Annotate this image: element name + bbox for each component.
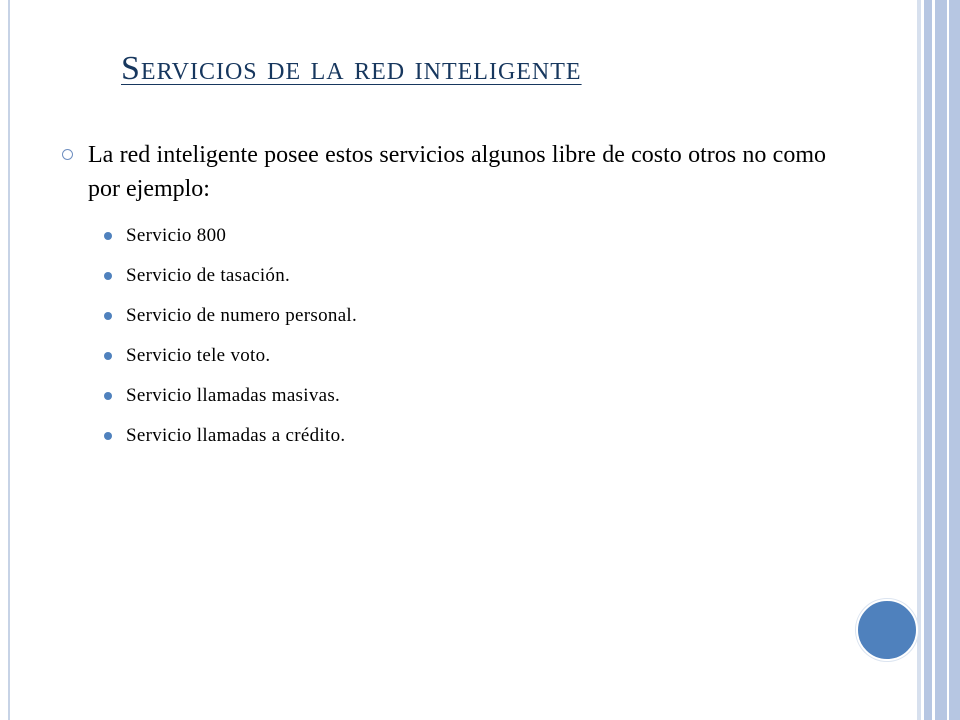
list-item-text: Servicio llamadas masivas. (126, 385, 341, 406)
intro-paragraph: La red inteligente posee estos servicios algunos libre de costo otros no como por ejemplo: (88, 142, 826, 202)
list-item-text: Servicio de numero personal. (126, 305, 358, 326)
bullet-dot-icon (104, 432, 112, 440)
right-stripe (924, 0, 932, 720)
decorative-circle (856, 599, 918, 661)
list-item (104, 385, 357, 425)
right-stripe (949, 0, 960, 720)
right-stripe (935, 0, 947, 720)
list-item (104, 305, 357, 345)
bullet-dot-icon (104, 392, 112, 400)
services-list (104, 225, 357, 465)
outline-circle-bullet-icon (62, 149, 73, 160)
bullet-dot-icon (104, 352, 112, 360)
list-item-text: Servicio de tasación. (126, 265, 291, 286)
list-item-text: Servicio tele voto. (126, 345, 271, 366)
list-item (104, 265, 357, 305)
bullet-dot-icon (104, 312, 112, 320)
list-item (104, 345, 357, 385)
bullet-dot-icon (104, 232, 112, 240)
list-item-text: Servicio 800 (126, 225, 227, 246)
left-border-rule (8, 0, 10, 720)
list-item-text: Servicio llamadas a crédito. (126, 425, 346, 446)
list-item (104, 425, 357, 465)
list-item (104, 225, 357, 265)
bullet-dot-icon (104, 272, 112, 280)
slide-title: Servicios de la red inteligente (121, 50, 582, 87)
